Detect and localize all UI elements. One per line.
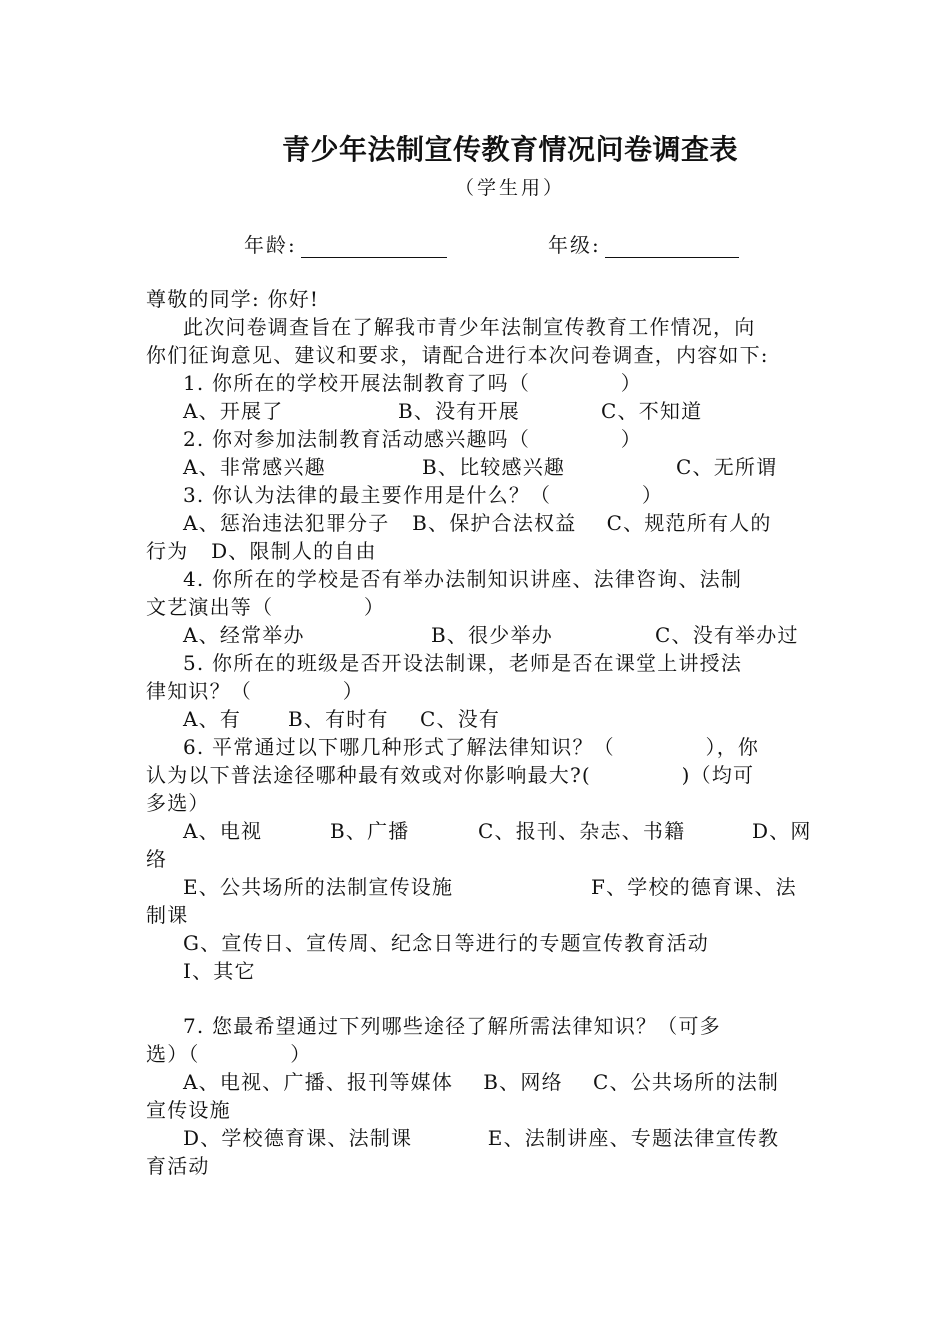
age-blank[interactable] <box>301 235 447 258</box>
grade-label: 年级: <box>548 233 601 257</box>
q6-option-c[interactable]: C、报刊、杂志、书籍 <box>478 819 686 843</box>
q5-option-b[interactable]: B、有时有 <box>288 707 389 731</box>
q6-option-a[interactable]: A、电视 <box>183 819 263 843</box>
q2-option-a[interactable]: A、非常感兴趣 <box>183 455 326 479</box>
q5-option-a[interactable]: A、有 <box>183 707 242 731</box>
document-title: 青少年法制宣传教育情况问卷调查表 <box>281 133 738 166</box>
q6-question-line-1: 6. 平常通过以下哪几种形式了解法律知识？（ ），你 <box>183 735 760 759</box>
document-subtitle: （学生用） <box>454 177 565 199</box>
intro-line-1: 此次问卷调查旨在了解我市青少年法制宣传教育工作情况，向 <box>183 315 756 339</box>
q5-question-line-2: 律知识？（ ） <box>146 679 364 703</box>
q7-options-line-1[interactable]: A、电视、广播、报刊等媒体 B、网络 C、公共场所的法制 <box>183 1070 780 1094</box>
q2-option-b[interactable]: B、比较感兴趣 <box>422 455 566 479</box>
intro-line-2: 你们征询意见、建议和要求，请配合进行本次问卷调查，内容如下: <box>146 343 769 367</box>
q7-options-line-4: 育活动 <box>146 1154 210 1178</box>
q2-question: 2. 你对参加法制教育活动感兴趣吗（ ） <box>183 427 642 451</box>
age-label: 年龄: <box>244 233 297 257</box>
q6-option-b[interactable]: B、广播 <box>330 819 410 843</box>
q1-option-c[interactable]: C、不知道 <box>601 399 703 423</box>
q4-option-c[interactable]: C、没有举办过 <box>655 623 799 647</box>
q6-option-g[interactable]: G、宣传日、宣传周、纪念日等进行的专题宣传教育活动 <box>183 931 709 955</box>
grade-blank[interactable] <box>605 235 739 258</box>
age-field <box>244 228 447 258</box>
q3-question: 3. 你认为法律的最主要作用是什么？（ ） <box>183 483 664 507</box>
q7-question-line-1: 7. 您最希望通过下列哪些途径了解所需法律知识？（可多 <box>183 1014 721 1038</box>
grade-field <box>548 228 739 258</box>
q4-question-line-2: 文艺演出等（ ） <box>146 595 386 619</box>
q4-option-a[interactable]: A、经常举办 <box>183 623 305 647</box>
q7-options-line-2: 宣传设施 <box>146 1098 231 1122</box>
q3-options-line-1[interactable]: A、惩治违法犯罪分子 B、保护合法权益 C、规范所有人的 <box>183 511 772 535</box>
q1-question: 1. 你所在的学校开展法制教育了吗（ ） <box>183 371 642 395</box>
q3-options-line-2[interactable]: 行为 D、限制人的自由 <box>146 539 377 563</box>
q4-option-b[interactable]: B、很少举办 <box>431 623 553 647</box>
q2-option-c[interactable]: C、无所谓 <box>676 455 778 479</box>
q5-option-c[interactable]: C、没有 <box>420 707 501 731</box>
q6-option-f-wrap: 制课 <box>146 903 189 927</box>
q7-question-line-2: 选）（ ） <box>146 1042 312 1066</box>
q6-option-f[interactable]: F、学校的德育课、法 <box>591 875 797 899</box>
q5-question-line-1: 5. 你所在的班级是否开设法制课，老师是否在课堂上讲授法 <box>183 651 743 675</box>
q4-question-line-1: 4. 你所在的学校是否有举办法制知识讲座、法律咨询、法制 <box>183 567 743 591</box>
q6-option-e[interactable]: E、公共场所的法制宣传设施 <box>183 875 454 899</box>
q6-question-line-2: 认为以下普法途径哪种最有效或对你影响最大?( )（均可 <box>146 763 755 787</box>
q7-options-line-3[interactable]: D、学校德育课、法制课 E、法制讲座、专题法律宣传教 <box>183 1126 780 1150</box>
q1-option-b[interactable]: B、没有开展 <box>398 399 520 423</box>
q6-question-line-3: 多选） <box>146 791 210 815</box>
greeting: 尊敬的同学: 你好! <box>146 287 320 311</box>
q6-option-i[interactable]: I、其它 <box>183 959 256 983</box>
q6-option-d-wrap: 络 <box>146 847 168 871</box>
q1-option-a[interactable]: A、开展了 <box>183 399 284 423</box>
q6-option-d[interactable]: D、网 <box>752 819 812 843</box>
